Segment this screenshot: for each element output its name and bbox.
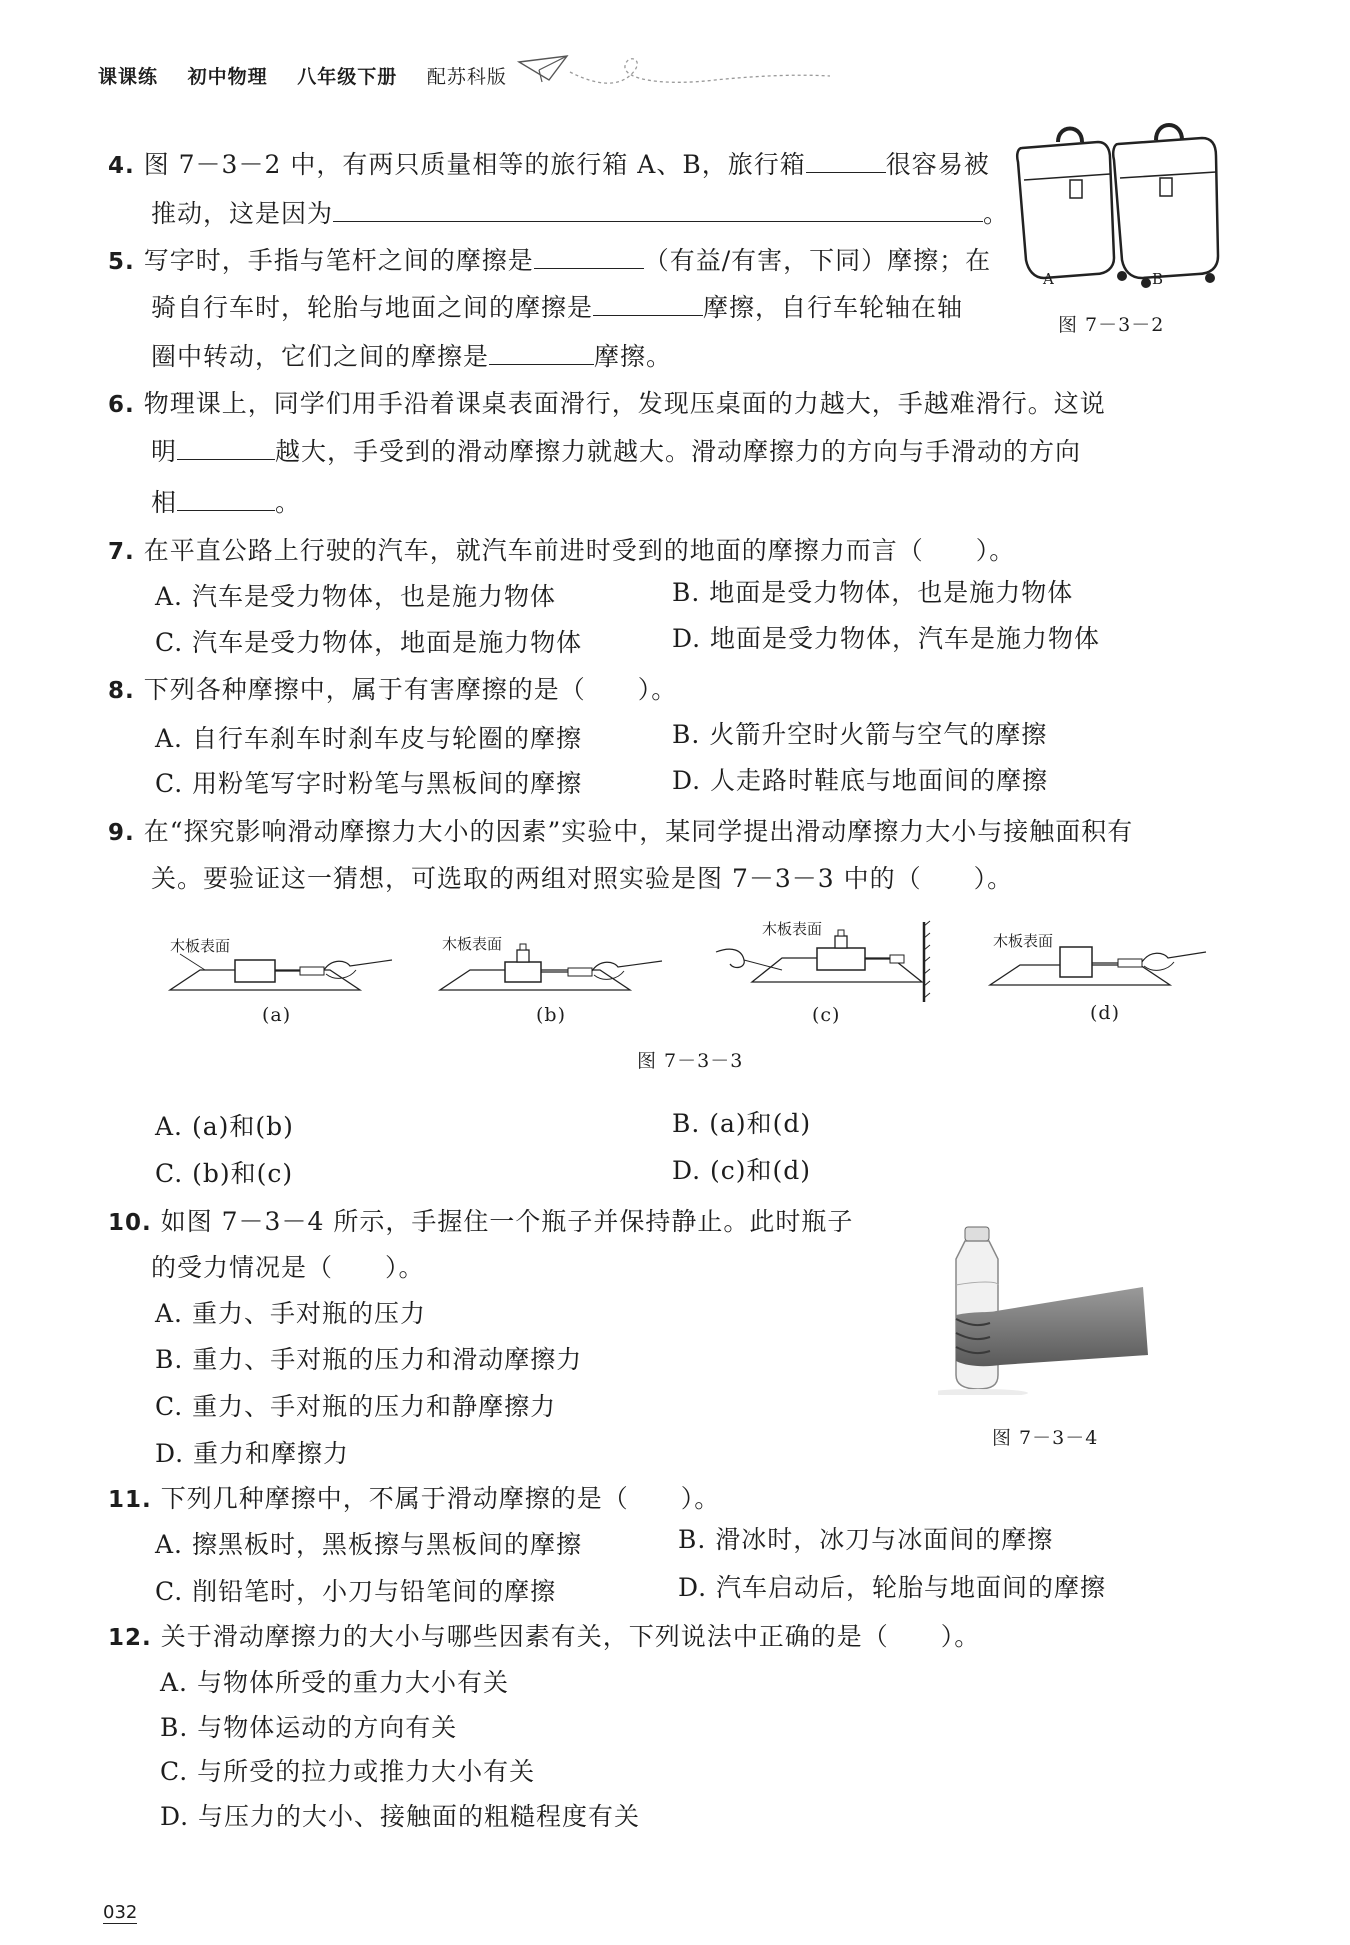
subfigure-label-a: (a) bbox=[262, 1004, 292, 1026]
question-4 bbox=[108, 148, 990, 183]
question-number: 6. bbox=[108, 392, 135, 418]
header-brand: 课课练 bbox=[98, 66, 159, 88]
figure-caption: 图 7－3－3 bbox=[637, 1050, 744, 1072]
question-text: 图 7－3－2 中，有两只质量相等的旅行箱 A、B，旅行箱 bbox=[143, 150, 806, 179]
question-9-line-2 bbox=[151, 862, 1013, 896]
subfigure-label-c: (c) bbox=[812, 1004, 841, 1026]
setup-d-figure bbox=[980, 925, 1210, 1000]
question-text: 关。要验证这一猜想，可选取的两组对照实验是图 7－3－3 中的（ ）。 bbox=[151, 864, 1014, 893]
question-number: 5. bbox=[108, 249, 135, 275]
question-text: 摩擦。 bbox=[594, 342, 673, 371]
question-5 bbox=[108, 244, 991, 279]
question-text: 关于滑动摩擦力的大小与哪些因素有关，下列说法中正确的是（ ）。 bbox=[160, 1622, 981, 1651]
header-grade: 八年级下册 bbox=[297, 66, 398, 88]
question-12 bbox=[108, 1620, 980, 1655]
option-d[interactable]: D. 地面是受力物体，汽车是施力物体 bbox=[672, 624, 1101, 653]
answer-blank[interactable] bbox=[333, 199, 983, 222]
option-b[interactable]: B. 与物体运动的方向有关 bbox=[160, 1713, 458, 1742]
question-text: 在“探究影响滑动摩擦力大小的因素”实验中，某同学提出滑动摩擦力大小与接触面积有 bbox=[143, 817, 1134, 846]
page-number: 032 bbox=[103, 1902, 138, 1923]
option-a[interactable]: A. 重力、手对瓶的压力 bbox=[155, 1299, 426, 1328]
subfigure-label-b: (b) bbox=[536, 1004, 566, 1026]
question-7 bbox=[108, 534, 1015, 569]
option-a[interactable]: A. 与物体所受的重力大小有关 bbox=[160, 1668, 509, 1697]
question-6 bbox=[108, 387, 1106, 422]
question-number: 8. bbox=[108, 678, 135, 704]
option-b[interactable]: B. 地面是受力物体，也是施力物体 bbox=[672, 578, 1074, 607]
question-number: 4. bbox=[108, 153, 135, 179]
option-a[interactable]: A. 自行车刹车时刹车皮与轮圈的摩擦 bbox=[155, 724, 582, 753]
question-text: 相 bbox=[151, 488, 178, 517]
suitcase-label-b: B bbox=[1152, 270, 1164, 288]
question-text: 写字时，手指与笔杆之间的摩擦是 bbox=[143, 246, 534, 275]
option-d[interactable]: D. 与压力的大小、接触面的粗糙程度有关 bbox=[160, 1802, 641, 1831]
question-11 bbox=[108, 1482, 720, 1517]
page-header bbox=[98, 62, 529, 89]
answer-blank[interactable] bbox=[177, 488, 275, 511]
header-edition: 配苏科版 bbox=[426, 66, 507, 88]
option-d[interactable]: D. 汽车启动后，轮胎与地面间的摩擦 bbox=[678, 1573, 1107, 1602]
surface-label: 木板表面 bbox=[170, 937, 231, 955]
question-text: 骑自行车时，轮胎与地面之间的摩擦是 bbox=[151, 293, 594, 322]
question-text: 推动，这是因为 bbox=[151, 199, 334, 228]
option-c[interactable]: C. 重力、手对瓶的压力和静摩擦力 bbox=[155, 1392, 557, 1421]
hand-bottle-figure bbox=[938, 1215, 1158, 1395]
surface-label: 木板表面 bbox=[442, 935, 503, 953]
question-text: 越大，手受到的滑动摩擦力就越大。滑动摩擦力的方向与手滑动的方向 bbox=[275, 437, 1082, 466]
question-number: 9. bbox=[108, 820, 135, 846]
question-number: 7. bbox=[108, 539, 135, 565]
setup-b-figure bbox=[430, 930, 670, 1005]
question-4-line-2 bbox=[151, 197, 1009, 231]
answer-blank[interactable] bbox=[177, 437, 275, 460]
setup-a-figure bbox=[160, 930, 400, 1005]
question-text: 在平直公路上行驶的汽车，就汽车前进时受到的地面的摩擦力而言（ ）。 bbox=[143, 536, 1016, 565]
option-b[interactable]: B. 重力、手对瓶的压力和滑动摩擦力 bbox=[155, 1345, 583, 1374]
question-5-line-2 bbox=[151, 291, 963, 325]
question-text: （有益/有害，下同）摩擦；在 bbox=[643, 246, 992, 275]
header-subject: 初中物理 bbox=[187, 66, 268, 88]
question-10-line-2 bbox=[151, 1251, 425, 1285]
option-c[interactable]: C. 用粉笔写字时粉笔与黑板间的摩擦 bbox=[155, 769, 583, 798]
answer-blank[interactable] bbox=[593, 293, 703, 316]
question-text: 。 bbox=[983, 199, 1010, 228]
option-b[interactable]: B. 火箭升空时火箭与空气的摩擦 bbox=[672, 720, 1048, 749]
question-number: 11. bbox=[108, 1487, 152, 1513]
option-c[interactable]: C. 汽车是受力物体，地面是施力物体 bbox=[155, 628, 583, 657]
setup-c-figure bbox=[712, 912, 932, 1007]
question-8 bbox=[108, 673, 677, 708]
question-text: 。 bbox=[275, 488, 302, 517]
option-a[interactable]: A. 汽车是受力物体，也是施力物体 bbox=[155, 582, 556, 611]
answer-blank[interactable] bbox=[489, 342, 594, 365]
question-number: 10. bbox=[108, 1210, 152, 1236]
answer-blank[interactable] bbox=[534, 246, 644, 269]
option-d[interactable]: D. 人走路时鞋底与地面间的摩擦 bbox=[672, 766, 1049, 795]
question-text: 如图 7－3－4 所示，手握住一个瓶子并保持静止。此时瓶子 bbox=[160, 1207, 854, 1236]
option-b[interactable]: B. (a)和(d) bbox=[672, 1109, 812, 1138]
question-text: 物理课上，同学们用手沿着课桌表面滑行，发现压桌面的力越大，手越难滑行。这说 bbox=[143, 389, 1106, 418]
question-9 bbox=[108, 815, 1133, 850]
question-6-line-2 bbox=[151, 435, 1081, 469]
question-text: 下列几种摩擦中，不属于滑动摩擦的是（ ）。 bbox=[160, 1484, 721, 1513]
question-6-line-3 bbox=[151, 486, 301, 520]
question-text: 很容易被 bbox=[885, 150, 990, 179]
subfigure-label-d: (d) bbox=[1090, 1002, 1120, 1024]
option-d[interactable]: D. 重力和摩擦力 bbox=[155, 1439, 350, 1468]
option-b[interactable]: B. 滑冰时，冰刀与冰面间的摩擦 bbox=[678, 1525, 1054, 1554]
answer-blank[interactable] bbox=[806, 150, 886, 173]
question-number: 12. bbox=[108, 1625, 152, 1651]
surface-label: 木板表面 bbox=[762, 920, 823, 938]
question-5-line-3 bbox=[151, 340, 672, 374]
question-text: 的受力情况是（ ）。 bbox=[151, 1253, 425, 1282]
question-text: 下列各种摩擦中，属于有害摩擦的是（ ）。 bbox=[143, 675, 678, 704]
option-c[interactable]: C. 削铅笔时，小刀与铅笔间的摩擦 bbox=[155, 1577, 557, 1606]
option-a[interactable]: A. (a)和(b) bbox=[155, 1112, 294, 1141]
question-text: 摩擦，自行车轮轴在轴 bbox=[703, 293, 964, 322]
question-text: 圈中转动，它们之间的摩擦是 bbox=[151, 342, 490, 371]
option-a[interactable]: A. 擦黑板时，黑板擦与黑板间的摩擦 bbox=[155, 1530, 582, 1559]
paper-plane-icon bbox=[515, 50, 835, 95]
question-text: 明 bbox=[151, 437, 178, 466]
option-c[interactable]: C. 与所受的拉力或推力大小有关 bbox=[160, 1757, 536, 1786]
suitcase-label-a: A bbox=[1043, 270, 1054, 288]
option-d[interactable]: D. (c)和(d) bbox=[672, 1156, 812, 1185]
figure-caption: 图 7－3－4 bbox=[992, 1427, 1099, 1449]
figure-caption: 图 7－3－2 bbox=[1058, 314, 1165, 336]
question-10 bbox=[108, 1205, 853, 1240]
surface-label: 木板表面 bbox=[993, 932, 1054, 950]
option-c[interactable]: C. (b)和(c) bbox=[155, 1159, 294, 1188]
